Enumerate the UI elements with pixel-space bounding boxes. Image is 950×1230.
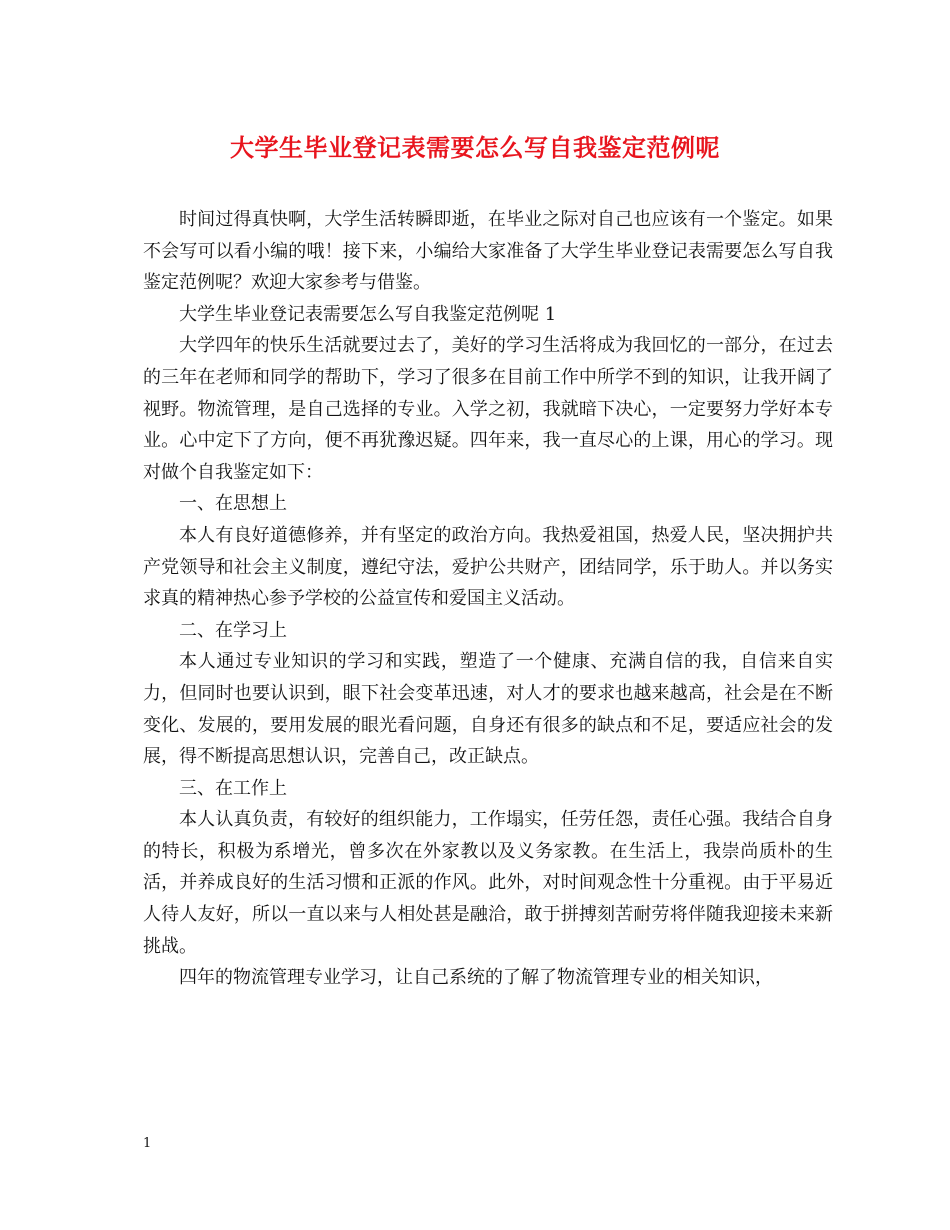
- paragraph-work: 本人认真负责，有较好的组织能力，工作塌实，任劳任怨，责任心强。我结合自身的特长，积极为系增光，曾多次在外家教以及义务家教。在生活上，我崇尚质朴的生活，并养成良好的生活习惯和正派的作风。此外，对时间观念性十分重视。由于平易近人待人友好，所以一直以来与人相处甚是融洽，敢于拼搏刻苦耐劳将伴随我迎接未来新挑战。: [143, 809, 833, 957]
- paragraph-overview: 大学四年的快乐生活就要过去了，美好的学习生活将成为我回忆的一部分，在过去的三年在老师和同学的帮助下，学习了很多在目前工作中所学不到的知识，让我开阔了视野。物流管理，是自己选择的专业。入学之初，我就暗下决心，一定要努力学好本专业。心中定下了方向，便不再犹豫迟疑。四年来，我一直尽心的上课，用心的学习。现对做个自我鉴定如下：: [143, 335, 833, 483]
- paragraph-closing: 四年的物流管理专业学习，让自己系统的了解了物流管理专业的相关知识，: [179, 967, 773, 989]
- page-number: 1: [143, 1136, 152, 1151]
- paragraph-thought: 本人有良好道德修养，并有坚定的政治方向。我热爱祖国，热爱人民，坚决拥护共产党领导和社会主义制度，遵纪守法，爱护公共财产，团结同学，乐于助人。并以务实求真的精神热心参予学校的公益宣传和爱国主义活动。: [143, 524, 833, 610]
- section-heading-work: 三、在工作上: [179, 777, 287, 799]
- document-title: 大学生毕业登记表需要怎么写自我鉴定范例呢: [230, 134, 720, 162]
- document-body: [143, 204, 833, 994]
- example-heading: 大学生毕业登记表需要怎么写自我鉴定范例呢 1: [179, 303, 557, 325]
- paragraph-intro: 时间过得真快啊，大学生活转瞬即逝，在毕业之际对自己也应该有一个鉴定。如果不会写可以看小编的哦！接下来，小编给大家准备了大学生毕业登记表需要怎么写自我鉴定范例呢？欢迎大家参考与借鉴。: [143, 209, 833, 294]
- section-heading-thought: 一、在思想上: [179, 493, 287, 515]
- paragraph-study: 本人通过专业知识的学习和实践，塑造了一个健康、充满自信的我，自信来自实力，但同时也要认识到，眼下社会变革迅速，对人才的要求也越来越高，社会是在不断变化、发展的，要用发展的眼光看问题，自身还有很多的缺点和不足，要适应社会的发展，得不断提高思想认识，完善自己，改正缺点。: [143, 651, 833, 768]
- section-heading-study: 二、在学习上: [179, 619, 287, 641]
